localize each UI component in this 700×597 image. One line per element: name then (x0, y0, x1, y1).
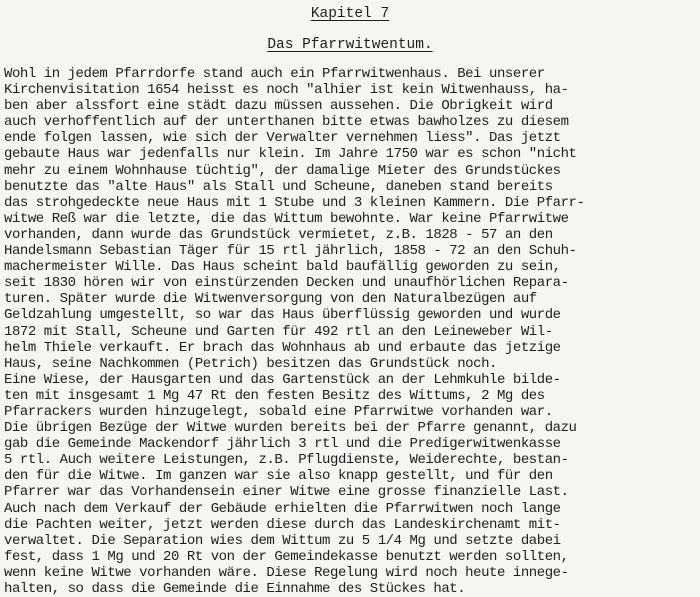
text-line: wenn keine Witwe vorhanden wäre. Diese Regelung wird noch heute innege- (4, 564, 569, 581)
text-line: das strohgedeckte neue Haus mit 1 Stube und 3 kleinen Kammern. Die Pfarr- (4, 194, 585, 211)
text-line: Haus, seine Nachkommen (Petrich) besitzen das Grundstück noch. (4, 355, 497, 372)
text-line: Kirchenvisitation 1654 heisst es noch "alhier ist kein Witwenhauss, ha- (4, 82, 569, 99)
text-line: mehr zu einem Wohnhause tüchtig", der damalige Mieter des Grundstückes (4, 162, 561, 179)
text-line: Handelsmann Sebastian Täger für 15 rtl jährlich, 1858 - 72 an den Schuh- (4, 243, 577, 260)
text-line: vorhanden, dann wurde das Grundstück vermietet, z.B. 1828 - 57 an den (4, 226, 553, 243)
text-line: turen. Später wurde die Witwenversorgung von den Naturalbezügen auf (4, 291, 537, 308)
text-line: Geldzahlung umgestellt, so war das Haus überflüssig geworden und wurde (4, 307, 561, 324)
text-line: helm Thiele verkauft. Er brach das Wohnhaus ab und erbaute das jetzige (4, 339, 561, 356)
text-line: ben aber alssfort eine städt dazu müssen aussehen. Die Obrigkeit wird (4, 98, 553, 115)
text-line: verwaltet. Die Separation wies dem Wittum zu 5 1/4 Mg und setzte dabei (4, 532, 561, 549)
text-line: ende folgen lassen, wie sich der Verwalter vernehmen liess". Das jetzt (4, 130, 561, 147)
text-line: halten, so dass die Gemeinde die Einnahme des Stückes hat. (4, 581, 466, 597)
chapter-heading: Kapitel 7 (310, 6, 390, 22)
body-text (4, 66, 698, 597)
text-line: machermeister Wille. Das Haus scheint bald baufällig geworden zu sein, (4, 259, 561, 276)
text-line: auch verhoffentlich auf der unterthanen bitte etwas bawholzes zu diesem (4, 114, 569, 131)
text-line: 5 rtl. Auch weitere Leistungen, z.B. Pflugdienste, Weiderechte, bestan- (4, 452, 569, 469)
text-line: Pfarrackers wurden hinzugelegt, sobald eine Pfarrwitwe vorhanden war. (4, 403, 553, 420)
section-title: Das Pfarrwitwentum. (267, 37, 433, 53)
text-line: 1872 mit Stall, Scheune und Garten für 492 rtl an den Leineweber Wil- (4, 323, 553, 340)
text-line: Die übrigen Bezüge der Witwe wurden bereits bei der Pfarre genannt, dazu (4, 420, 577, 437)
text-line: witwe Reß war die letzte, die das Wittum bewohnte. War keine Pfarrwitwe (4, 210, 569, 227)
text-line: ten mit insgesamt 1 Mg 47 Rt den festen Besitz des Wittums, 2 Mg des (4, 387, 545, 404)
text-line: Auch nach dem Verkauf der Gebäude erhielten die Pfarrwitwen noch lange (4, 500, 561, 517)
text-line: seit 1830 hören wir von einstürzenden Decken und unaufhörlichen Repara- (4, 275, 569, 292)
text-line: gab die Gemeinde Mackendorf jährlich 3 rtl und die Predigerwitwenkasse (4, 436, 561, 453)
text-line: Wohl in jedem Pfarrdorfe stand auch ein Pfarrwitwenhaus. Bei unserer (4, 66, 545, 82)
text-line: den für die Witwe. Im ganzen war sie also knapp gestellt, und für den (4, 468, 553, 485)
text-line: die Pachten weiter, jetzt werden diese durch das Landeskirchenamt mit- (4, 516, 561, 533)
text-line: Pfarrer war das Vorhandensein einer Witwe eine grosse finanzielle Last. (4, 484, 569, 501)
text-line: fest, dass 1 Mg und 20 Rt von der Gemeindekasse benutzt werden sollten, (4, 548, 569, 565)
text-line: Eine Wiese, der Hausgarten und das Gartenstück an der Lehmkuhle bilde- (4, 371, 561, 388)
text-line: benutzte das "alte Haus" als Stall und Scheune, daneben stand bereits (4, 178, 553, 195)
text-line: gebaute Haus war jedenfalls nur klein. Im Jahre 1750 war es schon "nicht (4, 146, 577, 163)
